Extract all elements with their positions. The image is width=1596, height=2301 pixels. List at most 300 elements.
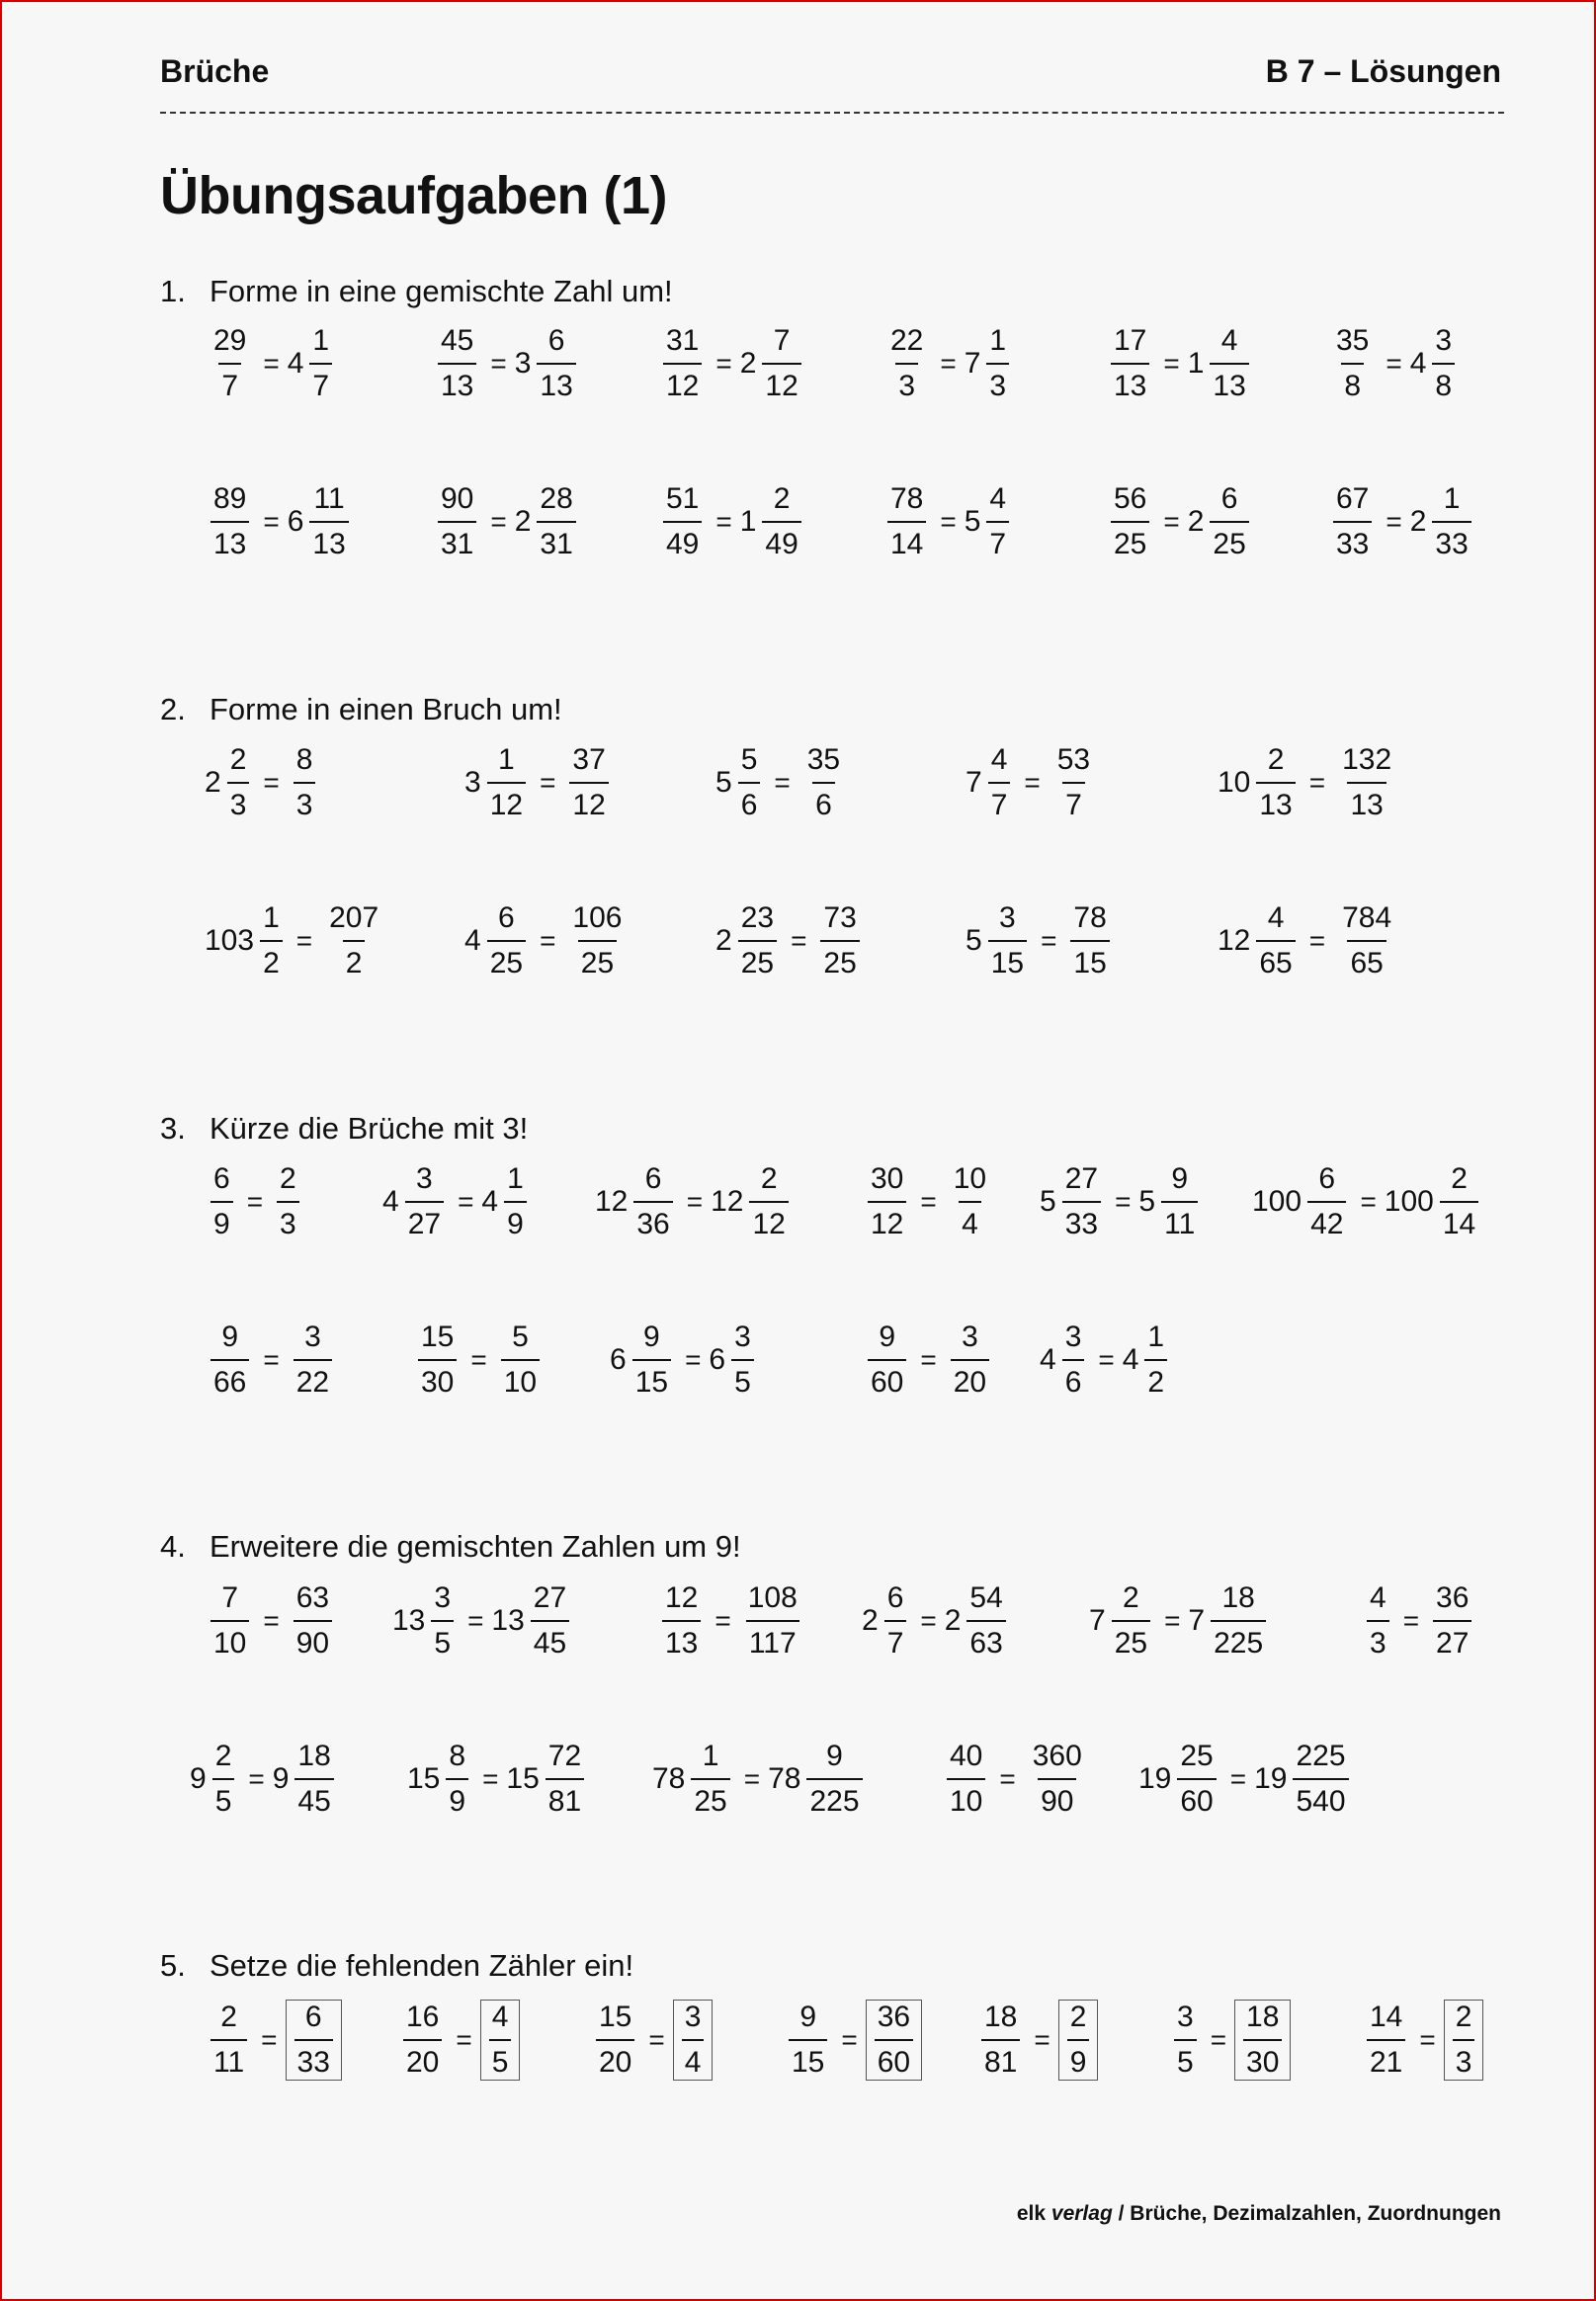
answer-whole-number: 4: [1409, 347, 1427, 380]
denominator: 13: [1347, 782, 1386, 820]
equals-sign: =: [940, 348, 957, 379]
given-fraction: [662, 1583, 701, 1659]
numerator: 4: [1370, 1581, 1386, 1614]
numerator: 3: [999, 901, 1016, 934]
task-instruction: Kürze die Brüche mit 3!: [210, 1111, 529, 1146]
given-whole-number: 5: [966, 924, 982, 957]
footer-brand: elk: [1016, 2202, 1047, 2225]
numerator: 108: [747, 1581, 798, 1614]
fraction-exercise: [610, 1311, 760, 1409]
denominator: 12: [749, 1201, 788, 1239]
numerator: 6: [304, 2001, 322, 2033]
fraction-exercise: [941, 1730, 1091, 1829]
answer-box: [673, 2000, 714, 2081]
given-whole-number: 103: [205, 924, 255, 957]
answer-whole-number: 6: [709, 1343, 726, 1376]
denominator: 15: [789, 2039, 827, 2078]
equals-sign: =: [482, 1763, 499, 1794]
given-fraction: [1177, 1742, 1216, 1817]
header-divider: [160, 112, 1504, 114]
denominator: 49: [762, 521, 800, 559]
fraction-exercise: [862, 1152, 995, 1251]
fraction-exercise: [205, 1572, 338, 1670]
given-fraction: [887, 326, 926, 401]
denominator: 90: [1038, 1778, 1076, 1817]
answer-fraction: [537, 326, 575, 401]
numerator: 8: [295, 743, 313, 776]
task-3-heading: [160, 1111, 528, 1147]
denominator: 9: [210, 1201, 233, 1239]
fraction-exercise: [1218, 892, 1400, 990]
denominator: 31: [438, 521, 476, 559]
answer-whole-number: 7: [1188, 1604, 1206, 1637]
answer-fraction: [1293, 1742, 1348, 1817]
numerator: 18: [1221, 1581, 1255, 1614]
equals-sign: =: [715, 348, 732, 379]
numerator: 2: [220, 2001, 237, 2033]
denominator: 7: [986, 521, 1009, 559]
fraction-exercise: [412, 1311, 546, 1409]
fraction-exercise: [1040, 1311, 1173, 1409]
numerator: 90: [441, 482, 474, 515]
answer-whole-number: 12: [711, 1185, 744, 1218]
answer-fraction: [806, 1742, 862, 1817]
denominator: 6: [738, 782, 761, 820]
fraction-exercise: [1168, 1991, 1291, 2089]
task-instruction: Forme in eine gemischte Zahl um!: [210, 274, 673, 308]
equals-sign: =: [743, 1763, 761, 1794]
answer-fraction: [762, 326, 800, 401]
given-fraction: [691, 1742, 729, 1817]
equals-sign: =: [1308, 767, 1326, 798]
answer-whole-number: 9: [272, 1762, 290, 1795]
task-instruction: Forme in einen Bruch um!: [210, 692, 562, 726]
fraction-exercise: [862, 1572, 1012, 1670]
numerator: 7: [773, 324, 791, 357]
given-whole-number: 4: [382, 1185, 399, 1218]
given-fraction: [1112, 1583, 1150, 1659]
numerator: 11: [313, 482, 345, 515]
equals-sign: =: [467, 1605, 484, 1636]
given-fraction: [227, 745, 250, 820]
answer-fraction: [277, 1164, 299, 1239]
numerator: 9: [799, 2001, 817, 2033]
given-fraction: [1062, 1164, 1101, 1239]
denominator: 60: [1177, 1778, 1216, 1817]
answer-fraction: [489, 2003, 512, 2078]
answer-whole-number: 3: [514, 347, 532, 380]
fraction-exercise: [1252, 1152, 1484, 1251]
answer-box: [286, 2000, 342, 2081]
denominator: 45: [531, 1620, 569, 1659]
exercise-row: [2, 1152, 1594, 1251]
fraction-exercise: [205, 733, 321, 832]
answer-whole-number: 78: [768, 1762, 801, 1795]
equals-sign: =: [263, 1344, 280, 1375]
equals-sign: =: [1229, 1763, 1247, 1794]
given-fraction: [868, 1164, 906, 1239]
task-number: 1.: [160, 274, 186, 308]
given-fraction: [868, 1322, 906, 1398]
answer-whole-number: 7: [964, 347, 981, 380]
given-whole-number: 6: [610, 1343, 627, 1376]
numerator: 3: [1064, 1321, 1082, 1353]
denominator: 5: [489, 2039, 512, 2078]
fraction-exercise: [464, 892, 630, 990]
equals-sign: =: [920, 1186, 937, 1217]
numerator: 27: [1064, 1162, 1099, 1195]
numerator: 1: [263, 901, 280, 934]
numerator: 2: [229, 743, 247, 776]
answer-fraction: [294, 1742, 333, 1817]
fraction-exercise: [464, 733, 615, 832]
numerator: 1: [312, 324, 330, 357]
equals-sign: =: [1360, 1186, 1377, 1217]
given-fraction: [1333, 326, 1372, 401]
answer-whole-number: 1: [1187, 347, 1205, 380]
given-fraction: [632, 1322, 671, 1398]
answer-fraction: [1432, 326, 1455, 401]
numerator: 4: [989, 482, 1007, 515]
denominator: 3: [227, 782, 250, 820]
denominator: 5: [1174, 2039, 1197, 2078]
denominator: 12: [868, 1201, 906, 1239]
answer-whole-number: 19: [1254, 1762, 1288, 1795]
numerator: 4: [491, 2001, 509, 2033]
answer-fraction: [1432, 484, 1470, 559]
given-fraction: [1256, 903, 1295, 979]
denominator: 13: [309, 521, 348, 559]
fraction-exercise: [1040, 1152, 1204, 1251]
fraction-exercise: [432, 472, 582, 571]
given-fraction: [487, 745, 526, 820]
given-fraction: [988, 745, 1011, 820]
exercise-row: [2, 472, 1594, 571]
denominator: 8: [1432, 363, 1455, 401]
given-whole-number: 2: [715, 924, 732, 957]
answer-fraction: [546, 1742, 584, 1817]
answer-fraction: [326, 903, 381, 979]
numerator: 22: [890, 324, 924, 357]
fraction-exercise: [975, 1991, 1098, 2089]
numerator: 73: [823, 901, 857, 934]
denominator: 25: [691, 1778, 729, 1817]
answer-box: [1234, 2000, 1291, 2081]
denominator: 25: [738, 940, 777, 979]
equals-sign: =: [715, 506, 732, 537]
numerator: 36: [1436, 1581, 1470, 1614]
numerator: 6: [547, 324, 565, 357]
answer-fraction: [309, 326, 332, 401]
answer-fraction: [820, 903, 859, 979]
fraction-exercise: [205, 1991, 342, 2089]
denominator: 12: [762, 363, 800, 401]
numerator: 18: [1246, 2001, 1280, 2033]
equals-sign: =: [458, 1186, 474, 1217]
numerator: 9: [879, 1321, 896, 1353]
denominator: 33: [1333, 521, 1372, 559]
numerator: 18: [984, 2001, 1018, 2033]
fraction-exercise: [652, 1730, 869, 1829]
given-fraction: [260, 903, 283, 979]
given-fraction: [210, 326, 249, 401]
numerator: 3: [304, 1321, 321, 1353]
fraction-exercise: [657, 314, 807, 413]
answer-fraction: [875, 2003, 913, 2078]
numerator: 56: [1114, 482, 1147, 515]
equals-sign: =: [295, 925, 313, 956]
numerator: 6: [213, 1162, 230, 1195]
numerator: 14: [1370, 2001, 1403, 2033]
given-fraction: [210, 484, 249, 559]
fraction-exercise: [1327, 472, 1477, 571]
equals-sign: =: [263, 1605, 280, 1636]
given-whole-number: 12: [595, 1185, 629, 1218]
denominator: 33: [1062, 1201, 1101, 1239]
task-4-heading: [160, 1529, 741, 1565]
given-fraction: [947, 1742, 985, 1817]
given-fraction: [210, 1322, 249, 1398]
denominator: 13: [1256, 782, 1295, 820]
answer-whole-number: 1: [739, 505, 757, 538]
given-fraction: [212, 1742, 235, 1817]
fraction-exercise: [1361, 1991, 1483, 2089]
given-fraction: [988, 903, 1027, 979]
denominator: 12: [487, 782, 526, 820]
answer-fraction: [762, 484, 800, 559]
numerator: 106: [572, 901, 623, 934]
equals-sign: =: [999, 1763, 1016, 1794]
answer-whole-number: 100: [1384, 1185, 1434, 1218]
numerator: 30: [871, 1162, 904, 1195]
answer-fraction: [1210, 326, 1248, 401]
fraction-exercise: [966, 892, 1116, 990]
denominator: 25: [578, 940, 617, 979]
denominator: 9: [446, 1778, 468, 1817]
answer-fraction: [1161, 1164, 1198, 1239]
equals-sign: =: [1115, 1186, 1132, 1217]
numerator: 132: [1342, 743, 1392, 776]
answer-fraction: [1144, 1322, 1167, 1398]
fraction-exercise: [657, 472, 807, 571]
denominator: 49: [663, 521, 702, 559]
equals-sign: =: [1210, 2024, 1227, 2055]
fraction-exercise: [392, 1572, 575, 1670]
equals-sign: =: [685, 1344, 702, 1375]
given-fraction: [1062, 1322, 1085, 1398]
answer-fraction: [1070, 903, 1109, 979]
equals-sign: =: [1098, 1344, 1115, 1375]
denominator: 3: [986, 363, 1009, 401]
numerator: 3: [1435, 324, 1453, 357]
given-fraction: [1367, 1583, 1389, 1659]
given-whole-number: 10: [1218, 766, 1251, 799]
answer-fraction: [682, 2003, 705, 2078]
numerator: 23: [740, 901, 775, 934]
denominator: 10: [210, 1620, 249, 1659]
denominator: 2: [343, 940, 366, 979]
task-number: 4.: [160, 1529, 186, 1564]
task-1-heading: [160, 274, 673, 309]
answer-fraction: [501, 1322, 540, 1398]
given-whole-number: 12: [1218, 924, 1251, 957]
numerator: 4: [1267, 901, 1285, 934]
numerator: 5: [740, 743, 758, 776]
denominator: 60: [875, 2039, 913, 2078]
equals-sign: =: [263, 767, 280, 798]
equals-sign: =: [1419, 2024, 1436, 2055]
given-whole-number: 4: [1040, 1343, 1056, 1376]
answer-whole-number: 4: [481, 1185, 499, 1218]
given-whole-number: 9: [190, 1762, 207, 1795]
numerator: 9: [1171, 1162, 1189, 1195]
given-fraction: [210, 2003, 247, 2078]
numerator: 6: [644, 1162, 662, 1195]
denominator: 11: [210, 2039, 247, 2078]
equals-sign: =: [261, 2024, 278, 2055]
given-fraction: [438, 326, 476, 401]
numerator: 15: [421, 1321, 455, 1353]
denominator: 7: [884, 1620, 907, 1659]
denominator: 30: [1243, 2039, 1282, 2078]
given-fraction: [981, 2003, 1020, 2078]
exercise-row: [2, 733, 1594, 832]
denominator: 90: [294, 1620, 332, 1659]
fraction-exercise: [590, 1991, 713, 2089]
denominator: 21: [1367, 2039, 1405, 2078]
answer-fraction: [309, 484, 348, 559]
numerator: 3: [684, 2001, 702, 2033]
numerator: 7: [221, 1581, 239, 1614]
footer-brand-suffix: verlag: [1050, 2202, 1113, 2225]
fraction-exercise: [1138, 1730, 1355, 1829]
fraction-exercise: [595, 1152, 795, 1251]
given-whole-number: 13: [392, 1604, 426, 1637]
given-fraction: [1333, 484, 1372, 559]
fraction-exercise: [205, 314, 338, 413]
answer-fraction: [1453, 2003, 1475, 2078]
given-whole-number: 100: [1252, 1185, 1302, 1218]
denominator: 81: [546, 1778, 584, 1817]
numerator: 9: [221, 1321, 239, 1353]
numerator: 3: [416, 1162, 433, 1195]
numerator: 6: [1318, 1162, 1336, 1195]
header-section: B 7 – Lösungen: [1265, 53, 1501, 89]
given-fraction: [596, 2003, 634, 2078]
given-whole-number: 7: [1089, 1604, 1106, 1637]
answer-fraction: [1339, 745, 1394, 820]
numerator: 6: [886, 1581, 904, 1614]
denominator: 25: [820, 940, 859, 979]
numerator: 784: [1342, 901, 1392, 934]
answer-fraction: [531, 1583, 569, 1659]
denominator: 27: [405, 1201, 444, 1239]
fraction-exercise: [190, 1730, 340, 1829]
denominator: 9: [1067, 2039, 1090, 2078]
fraction-exercise: [432, 314, 582, 413]
fraction-exercise: [715, 892, 866, 990]
answer-fraction: [1067, 2003, 1090, 2078]
numerator: 54: [969, 1581, 1003, 1614]
equals-sign: =: [1163, 506, 1180, 537]
answer-fraction: [745, 1583, 800, 1659]
equals-sign: =: [1163, 348, 1180, 379]
denominator: 13: [662, 1620, 701, 1659]
given-whole-number: 15: [407, 1762, 441, 1795]
numerator: 4: [990, 743, 1008, 776]
numerator: 6: [1220, 482, 1238, 515]
numerator: 10: [953, 1162, 987, 1195]
fraction-exercise: [966, 733, 1099, 832]
numerator: 4: [1220, 324, 1238, 357]
answer-fraction: [1030, 1742, 1085, 1817]
given-fraction: [487, 903, 526, 979]
given-fraction: [884, 1583, 907, 1659]
exercise-row: [2, 1730, 1594, 1829]
given-fraction: [663, 326, 702, 401]
given-fraction: [1174, 2003, 1197, 2078]
equals-sign: =: [1402, 1605, 1420, 1636]
given-whole-number: 19: [1138, 1762, 1172, 1795]
answer-fraction: [1054, 745, 1093, 820]
numerator: 2: [214, 1740, 232, 1772]
answer-box: [480, 2000, 521, 2081]
denominator: 15: [632, 1359, 671, 1398]
answer-fraction: [294, 1322, 332, 1398]
given-fraction: [438, 484, 476, 559]
footer-series: / Brüche, Dezimalzahlen, Zuordnungen: [1118, 2202, 1501, 2225]
fraction-exercise: [1361, 1572, 1477, 1670]
numerator: 1: [1147, 1321, 1165, 1353]
answer-fraction: [749, 1164, 788, 1239]
denominator: 3: [294, 782, 316, 820]
answer-box: [1058, 2000, 1099, 2081]
equals-sign: =: [1164, 1605, 1181, 1636]
answer-fraction: [537, 484, 575, 559]
numerator: 8: [449, 1740, 466, 1772]
numerator: 53: [1056, 743, 1091, 776]
given-fraction: [405, 1164, 444, 1239]
numerator: 15: [599, 2001, 632, 2033]
task-5-heading: [160, 1948, 633, 1984]
numerator: 1: [989, 324, 1007, 357]
numerator: 3: [962, 1321, 978, 1353]
numerator: 5: [512, 1321, 529, 1353]
denominator: 540: [1293, 1778, 1348, 1817]
denominator: 12: [663, 363, 702, 401]
given-whole-number: 5: [715, 766, 732, 799]
numerator: 2: [1267, 743, 1285, 776]
numerator: 2: [1069, 2001, 1087, 2033]
numerator: 35: [1336, 324, 1370, 357]
numerator: 6: [498, 901, 515, 934]
fraction-exercise: [783, 1991, 922, 2089]
denominator: 33: [294, 2039, 333, 2078]
denominator: 13: [537, 363, 575, 401]
given-fraction: [887, 484, 926, 559]
answer-fraction: [1211, 1583, 1266, 1659]
denominator: 7: [218, 363, 241, 401]
given-fraction: [633, 1164, 672, 1239]
answer-whole-number: 13: [491, 1604, 525, 1637]
equals-sign: =: [540, 767, 556, 798]
exercise-row: [2, 1572, 1594, 1670]
numerator: 36: [877, 2001, 911, 2033]
numerator: 12: [665, 1581, 699, 1614]
equals-sign: =: [686, 1186, 704, 1217]
page-title: Übungsaufgaben (1): [160, 166, 667, 225]
fraction-exercise: [205, 1311, 338, 1409]
